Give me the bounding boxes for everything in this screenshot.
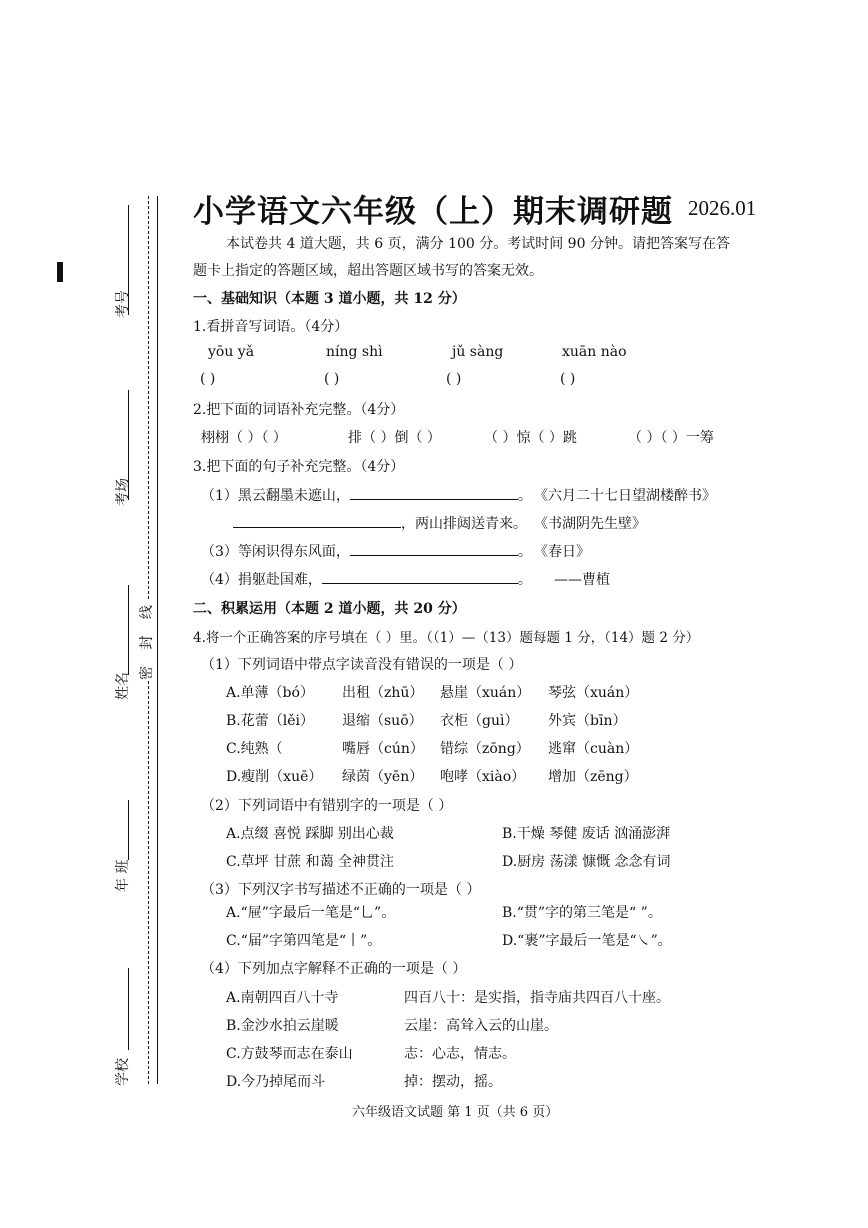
q3-line-1-source: 《六月二十七日望湖楼醉书》: [534, 488, 716, 504]
sub2-prompt: （2）下列词语中有错别字的一项是（ ）: [201, 798, 453, 814]
sub4-a-gloss: 四百八十：是实指，指寺庙共四百八十座。: [404, 990, 670, 1006]
q1-answer-1[interactable]: ( ): [200, 371, 216, 387]
exam-date: 2026.01: [688, 196, 757, 220]
q2-item-1[interactable]: 栩栩（ ）（ ）: [201, 430, 287, 446]
sub1-option-2-2: 错综（zōng）: [440, 741, 530, 757]
sub1-option-3-2: 咆哮（xiào）: [440, 769, 526, 785]
sub2-b: B.干燥 琴健 废话 汹涌澎湃: [502, 826, 671, 842]
q3-line-3-source: 《春日》: [534, 544, 590, 560]
q3-line-2-blank[interactable]: [233, 515, 401, 528]
margin-line-3: [128, 585, 129, 675]
q2-item-3[interactable]: （ ）惊（ ）跳: [484, 430, 577, 446]
margin-line-5: [128, 968, 129, 1050]
label-exam-room: 考场: [115, 478, 131, 506]
sub1-option-0-2: 悬崖（xuán）: [440, 685, 531, 701]
sub3-b: B.“贯”字的第三笔是“ ”。: [502, 905, 662, 921]
label-grade-class: 年 班: [115, 859, 131, 892]
q1-answer-2[interactable]: ( ): [324, 371, 340, 387]
q1-pinyin-2: níng shì: [326, 344, 383, 360]
sub4-prompt: （4）下列加点字解释不正确的一项是（ ）: [201, 961, 467, 977]
sub3-c: C.“届”字第四笔是“丨”。: [226, 933, 382, 949]
q3-line-4-blank[interactable]: [322, 571, 518, 584]
q3-line-4-source: ——曹植: [554, 572, 610, 588]
q1-pinyin-1: yōu yǎ: [208, 344, 255, 360]
q3-line-1-blank[interactable]: [350, 487, 518, 500]
q3-line-2-source: 《书湖阴先生壁》: [534, 516, 646, 532]
section1-heading: 一、基础知识（本题 3 道小题，共 12 分）: [193, 291, 466, 307]
q3-prompt: 3.把下面的句子补充完整。（4分）: [193, 459, 405, 475]
sub2-c: C.草坪 甘蔗 和蔼 全神贯注: [226, 854, 395, 870]
q1-pinyin-4: xuān nào: [562, 344, 627, 360]
q3-line-1-text: （1）黑云翻墨未遮山，: [201, 488, 350, 504]
sub2-a: A.点缀 喜悦 踩脚 别出心裁: [226, 826, 394, 842]
q1-pinyin-3: jǔ sàng: [452, 344, 504, 360]
sub1-option-1-2: 衣柜（guì）: [440, 713, 519, 729]
label-exam-number: 考号: [115, 290, 131, 318]
q3-line-3-blank[interactable]: [350, 543, 518, 556]
seal-line-right: [157, 196, 158, 1084]
sub1-option-1-3: 外宾（bīn）: [548, 713, 627, 729]
q1-answer-3[interactable]: ( ): [446, 371, 462, 387]
sub1-option-2-3: 逃窜（cuàn）: [548, 741, 639, 757]
intro-line-1: 本试卷共 4 道大题，共 6 页，满分 100 分。考试时间 90 分钟。请把答案写在答: [226, 236, 730, 252]
q2-item-2[interactable]: 排（ ）倒（ ）: [348, 430, 441, 446]
q3-line-3: （3）等闲识得东风面， 。: [201, 544, 532, 560]
sub4-c-phrase: C.方鼓琴而志在泰山: [226, 1046, 353, 1062]
sub1-option-3-3: 增加（zēng）: [548, 769, 638, 785]
section2-heading: 二、积累运用（本题 2 道小题，共 20 分）: [193, 601, 466, 617]
sub4-d-phrase: D.今乃掉尾而斗: [226, 1074, 326, 1090]
label-name: 姓名: [115, 672, 131, 700]
sub4-b-phrase: B.金沙水拍云崖暖: [226, 1018, 339, 1034]
margin-line-4: [128, 800, 129, 860]
page-title: 小学语文六年级（上）期末调研题: [193, 194, 673, 230]
q2-prompt: 2.把下面的词语补充完整。（4分）: [193, 402, 405, 418]
sub4-c-gloss: 志：心志，情志。: [404, 1046, 516, 1062]
sub1-option-2-1: 嘴唇（cún）: [342, 741, 424, 757]
q2-item-4[interactable]: （ ）（ ）一筹: [628, 430, 714, 446]
sub1-option-1-0: B.花蕾（lěi）: [226, 713, 314, 729]
q4-prompt: 4.将一个正确答案的序号填在（ ）里。（（1）—（13）题每题 1 分，（14）题 2 分）: [193, 630, 700, 646]
seal-line-label: 密 封 线: [136, 599, 156, 680]
intro-line-2: 题卡上指定的答题区域，超出答题区域书写的答案无效。: [193, 263, 543, 279]
sub1-prompt: （1）下列词语中带点字读音没有错误的一项是（ ）: [201, 657, 523, 673]
sub3-prompt: （3）下列汉字书写描述不正确的一项是（ ）: [201, 882, 481, 898]
q3-line-4: （4）捐躯赴国难， 。: [201, 572, 532, 588]
sub3-a: A.“屉”字最后一笔是“乚”。: [226, 905, 396, 921]
sub1-option-0-1: 出租（zhū）: [342, 685, 424, 701]
sub3-d: D.“裹”字最后一笔是“㇏”。: [502, 933, 672, 949]
q3-line-2: ，两山排闼送青来。: [233, 513, 527, 533]
registration-mark: [57, 262, 63, 282]
q1-prompt: 1.看拼音写词语。（4分）: [193, 319, 349, 335]
page-footer: 六年级语文试题 第 1 页（共 6 页）: [352, 1105, 559, 1120]
label-school: 学校: [115, 1058, 131, 1086]
sub1-option-1-1: 退缩（suō）: [342, 713, 423, 729]
sub1-option-2-0: C.纯熟（: [226, 741, 283, 757]
q1-answer-4[interactable]: ( ): [560, 371, 576, 387]
sub4-b-gloss: 云崖：高耸入云的山崖。: [404, 1018, 558, 1034]
sub1-option-3-0: D.瘦削（xuē）: [226, 769, 323, 785]
q3-line-1: （1）黑云翻墨未遮山， 。: [201, 488, 532, 504]
sub4-d-gloss: 掉：摆动，摇。: [404, 1074, 502, 1090]
sub1-option-0-0: A.单薄（bó）: [226, 685, 314, 701]
sub1-option-0-3: 琴弦（xuán）: [548, 685, 639, 701]
sub2-d: D.厨房 荡漾 慷慨 念念有词: [502, 854, 671, 870]
sub1-option-3-1: 绿茵（yēn）: [342, 769, 424, 785]
sub4-a-phrase: A.南朝四百八十寺: [226, 990, 339, 1006]
